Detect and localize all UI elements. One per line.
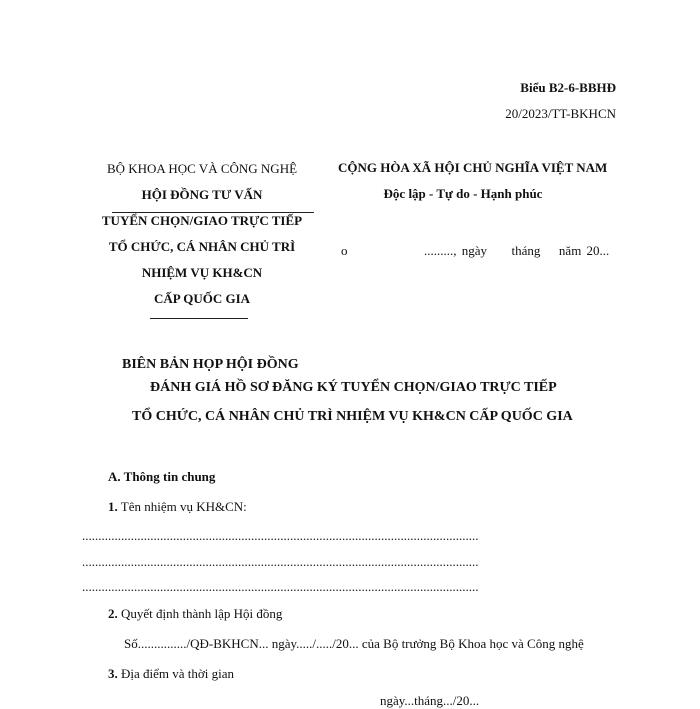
- council-line: CẤP QUỐC GIA: [153, 291, 251, 306]
- fill-line: ..........................................................................................................................: [82, 579, 479, 594]
- item-location-time: [108, 666, 234, 682]
- nation-name: CỘNG HÒA XÃ HỘI CHỦ NGHĨA VIỆT NAM: [338, 160, 608, 175]
- form-reference: 20/2023/TT-BKHCN: [505, 106, 616, 121]
- ministry-name: BỘ KHOA HỌC VÀ CÔNG NGHỆ: [106, 161, 298, 176]
- council-line: NHIỆM VỤ KH&CN: [141, 265, 263, 280]
- item-task-name: [108, 499, 247, 515]
- item-label: Địa điểm và thời gian: [121, 666, 235, 681]
- agency-divider: [150, 318, 248, 319]
- document-title: BIÊN BẢN HỌP HỘI ĐỒNG: [122, 357, 299, 372]
- dateline-year: năm 20...: [558, 243, 610, 258]
- partial-date-line: ngày...tháng.../20...: [380, 693, 480, 708]
- national-motto: Độc lập - Tự do - Hạnh phúc: [383, 186, 543, 201]
- item-label: Quyết định thành lập Hội đồng: [121, 606, 283, 621]
- item-number: 3.: [108, 666, 118, 681]
- document-subtitle: TỔ CHỨC, CÁ NHÂN CHỦ TRÌ NHIỆM VỤ KH&CN CẤP QUỐC GIA: [132, 409, 573, 424]
- item-decision: [108, 606, 282, 622]
- item-number: 1.: [108, 499, 118, 514]
- council-line: TUYỂN CHỌN/GIAO TRỰC TIẾP: [101, 213, 303, 228]
- dateline-prefix: o: [341, 243, 348, 258]
- agency-underline: [112, 212, 314, 213]
- document-subtitle: ĐÁNH GIÁ HỒ SƠ ĐĂNG KÝ TUYỂN CHỌN/GIAO TRỰC TIẾP: [150, 380, 557, 395]
- council-line: TỔ CHỨC, CÁ NHÂN CHỦ TRÌ: [108, 239, 296, 254]
- council-line: HỘI ĐỒNG TƯ VẤN: [141, 187, 263, 202]
- dateline-month: tháng: [511, 243, 541, 258]
- dateline-place: ........., ngày: [424, 243, 488, 258]
- fill-line: ..........................................................................................................................: [82, 554, 479, 569]
- agency-block: [84, 156, 320, 312]
- decision-detail: Số.............../QĐ-BKHCN... ngày...../...../20... của Bộ trưởng Bộ Khoa học và Công nghệ: [124, 636, 584, 651]
- item-number: 2.: [108, 606, 118, 621]
- form-code: Biểu B2-6-BBHĐ: [520, 80, 616, 95]
- dateline: [341, 243, 609, 259]
- item-label: Tên nhiệm vụ KH&CN:: [120, 499, 247, 514]
- fill-line: ..........................................................................................................................: [82, 528, 479, 543]
- section-heading: A. Thông tin chung: [108, 469, 216, 484]
